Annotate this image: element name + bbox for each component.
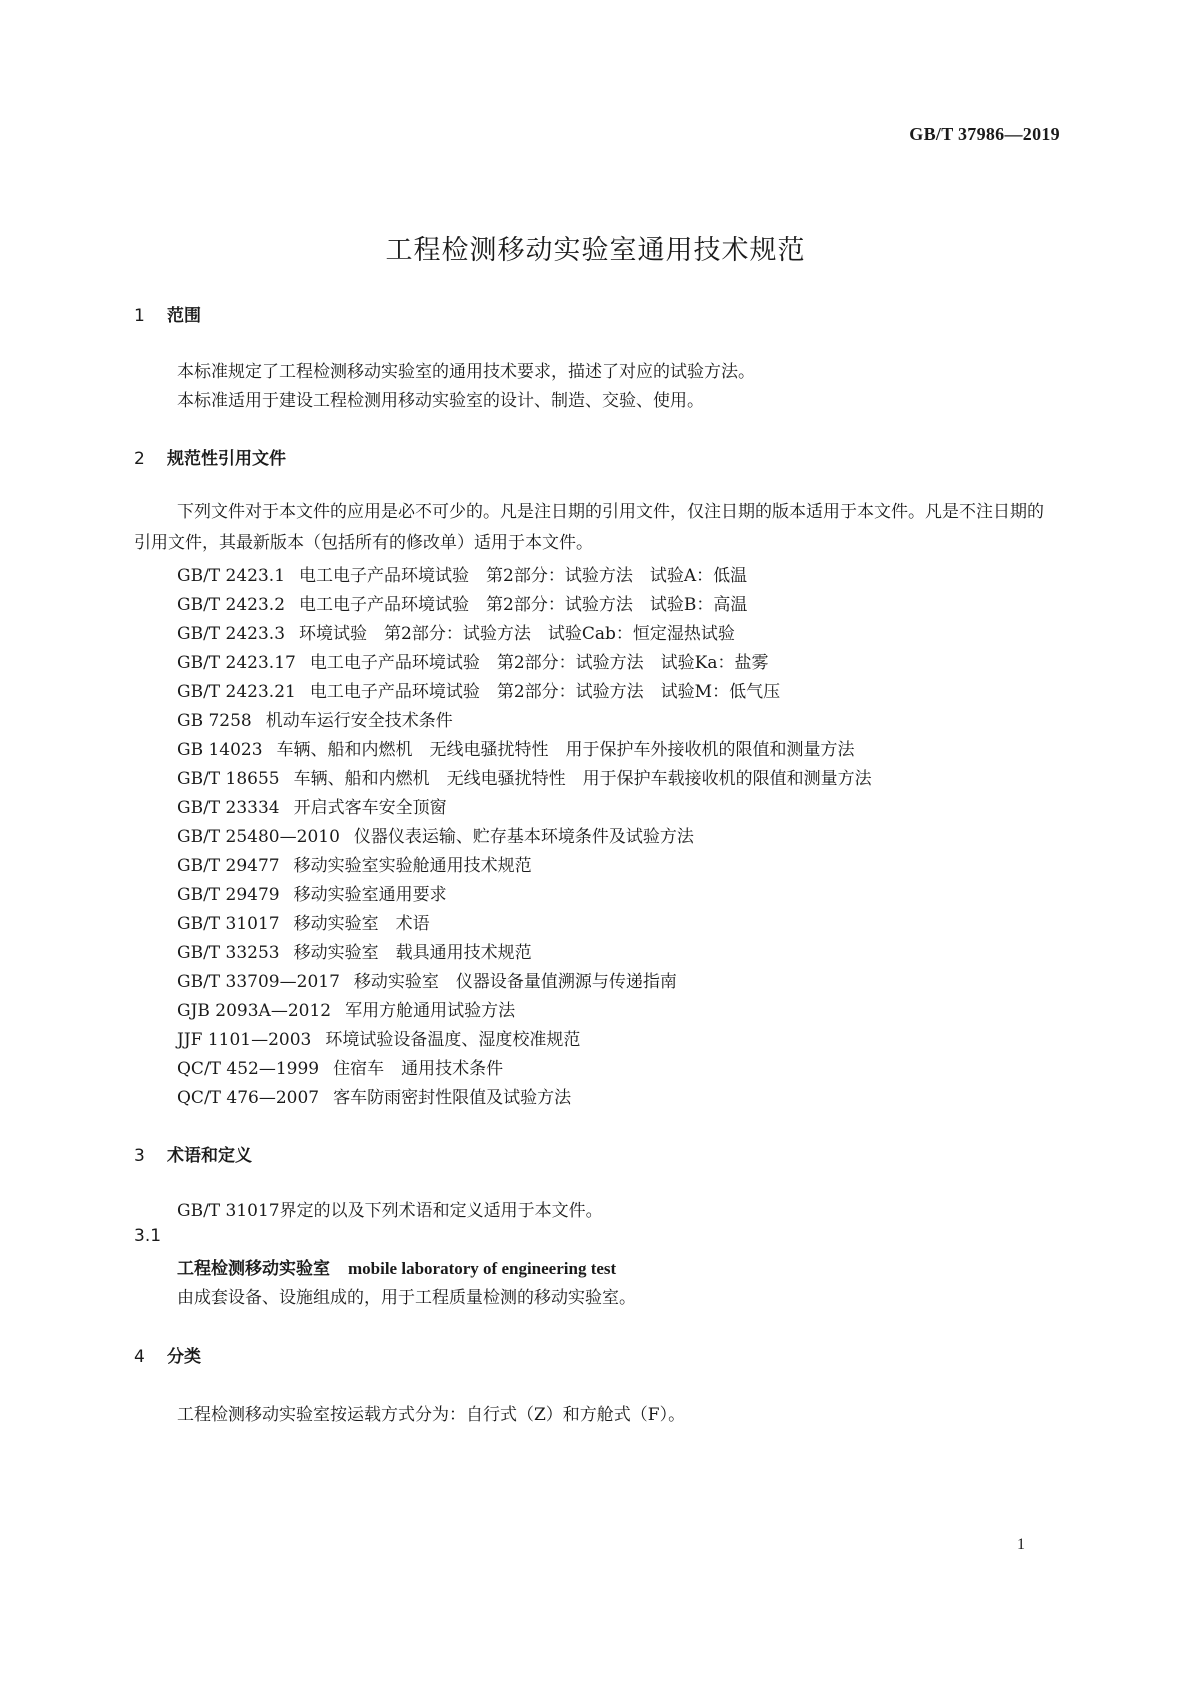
term-number: 3.1	[134, 1226, 162, 1246]
paragraph: 本标准适用于建设工程检测用移动实验室的设计、制造、交验、使用。	[177, 391, 704, 411]
reference-item	[177, 938, 532, 963]
reference-title: 环境试验 第2部分：试验方法 试验Cab：恒定湿热试验	[299, 624, 735, 644]
reference-item	[177, 1054, 503, 1079]
reference-title: 电工电子产品环境试验 第2部分：试验方法 试验Ka：盐雾	[309, 653, 769, 673]
section-title: 术语和定义	[167, 1146, 252, 1166]
reference-code: GB/T 33253	[177, 943, 280, 963]
reference-code: GB/T 2423.3	[177, 624, 286, 644]
section-number: 4	[134, 1347, 145, 1367]
reference-item	[177, 764, 872, 789]
reference-item	[177, 590, 747, 615]
section-number: 2	[134, 449, 145, 469]
reference-item	[177, 1083, 571, 1108]
paragraph: GB/T 31017界定的以及下列术语和定义适用于本文件。	[177, 1201, 603, 1221]
reference-title: 电工电子产品环境试验 第2部分：试验方法 试验A：低温	[299, 566, 748, 586]
reference-code: GB/T 2423.21	[177, 682, 296, 702]
reference-title: 住宿车 通用技术条件	[333, 1059, 504, 1079]
reference-item	[177, 793, 447, 818]
reference-code: GJB 2093A—2012	[177, 1001, 332, 1021]
term-chinese: 工程检测移动实验室	[177, 1259, 330, 1279]
reference-code: GB/T 25480—2010	[177, 827, 340, 847]
paragraph: 工程检测移动实验室按运载方式分为：自行式（Z）和方舱式（F）。	[177, 1405, 686, 1425]
reference-title: 军用方舱通用试验方法	[345, 1001, 516, 1021]
reference-title: 机动车运行安全技术条件	[265, 711, 453, 731]
reference-code: GB/T 2423.2	[177, 595, 286, 615]
term-english: mobile laboratory of engineering test	[348, 1259, 617, 1278]
reference-code: GB/T 29477	[177, 856, 280, 876]
reference-title: 电工电子产品环境试验 第2部分：试验方法 试验M：低气压	[309, 682, 781, 702]
reference-item	[177, 967, 677, 992]
section-1-heading	[134, 301, 201, 326]
reference-code: QC/T 452—1999	[177, 1059, 320, 1079]
reference-code: QC/T 476—2007	[177, 1088, 320, 1108]
paragraph: 下列文件对于本文件的应用是必不可少的。凡是注日期的引用文件，仅注日期的版本适用于本文件。凡是不注日期的引用文件，其最新版本（包括所有的修改单）适用于本文件。	[134, 502, 1044, 553]
reference-item	[177, 909, 430, 934]
reference-title: 车辆、船和内燃机 无线电骚扰特性 用于保护车载接收机的限值和测量方法	[293, 769, 872, 789]
reference-item	[177, 706, 453, 731]
reference-item	[177, 1025, 580, 1050]
reference-code: GB/T 2423.1	[177, 566, 286, 586]
reference-item	[177, 735, 855, 760]
section-number: 1	[134, 306, 145, 326]
reference-title: 仪器仪表运输、贮存基本环境条件及试验方法	[353, 827, 694, 847]
reference-title: 移动实验室 载具通用技术规范	[293, 943, 532, 963]
section-3-heading	[134, 1141, 252, 1166]
section-2-heading	[134, 444, 286, 469]
reference-item	[177, 561, 747, 586]
reference-title: 环境试验设备温度、湿度校准规范	[325, 1030, 581, 1050]
reference-code: GB 14023	[177, 740, 263, 760]
section-title: 规范性引用文件	[167, 449, 286, 469]
reference-item	[177, 996, 515, 1021]
reference-item	[177, 619, 735, 644]
paragraph: 本标准规定了工程检测移动实验室的通用技术要求，描述了对应的试验方法。	[177, 362, 755, 382]
reference-code: GB/T 33709—2017	[177, 972, 340, 992]
standard-code: GB/T 37986—2019	[909, 124, 1060, 144]
reference-title: 移动实验室通用要求	[293, 885, 447, 905]
reference-title: 开启式客车安全顶窗	[293, 798, 447, 818]
reference-item	[177, 677, 780, 702]
section-number: 3	[134, 1146, 145, 1166]
reference-item	[177, 648, 769, 673]
page-number: 1	[1017, 1536, 1025, 1553]
reference-title: 电工电子产品环境试验 第2部分：试验方法 试验B：高温	[299, 595, 748, 615]
section-4-heading	[134, 1342, 201, 1367]
reference-code: GB/T 2423.17	[177, 653, 296, 673]
reference-code: GB 7258	[177, 711, 252, 731]
reference-code: GB/T 18655	[177, 769, 280, 789]
section-title: 分类	[167, 1347, 201, 1367]
term-title	[177, 1254, 616, 1279]
reference-code: GB/T 29479	[177, 885, 280, 905]
section-title: 范围	[167, 306, 201, 326]
reference-title: 移动实验室 术语	[293, 914, 430, 934]
reference-code: GB/T 31017	[177, 914, 280, 934]
reference-title: 移动实验室 仪器设备量值溯源与传递指南	[353, 972, 677, 992]
reference-code: JJF 1101—2003	[177, 1030, 312, 1050]
document-title: 工程检测移动实验室通用技术规范	[385, 235, 806, 266]
reference-item	[177, 851, 532, 876]
reference-title: 车辆、船和内燃机 无线电骚扰特性 用于保护车外接收机的限值和测量方法	[276, 740, 855, 760]
reference-item	[177, 880, 447, 905]
term-definition: 由成套设备、设施组成的，用于工程质量检测的移动实验室。	[177, 1288, 636, 1308]
reference-title: 客车防雨密封性限值及试验方法	[333, 1088, 572, 1108]
reference-title: 移动实验室实验舱通用技术规范	[293, 856, 532, 876]
reference-code: GB/T 23334	[177, 798, 280, 818]
reference-item	[177, 822, 694, 847]
